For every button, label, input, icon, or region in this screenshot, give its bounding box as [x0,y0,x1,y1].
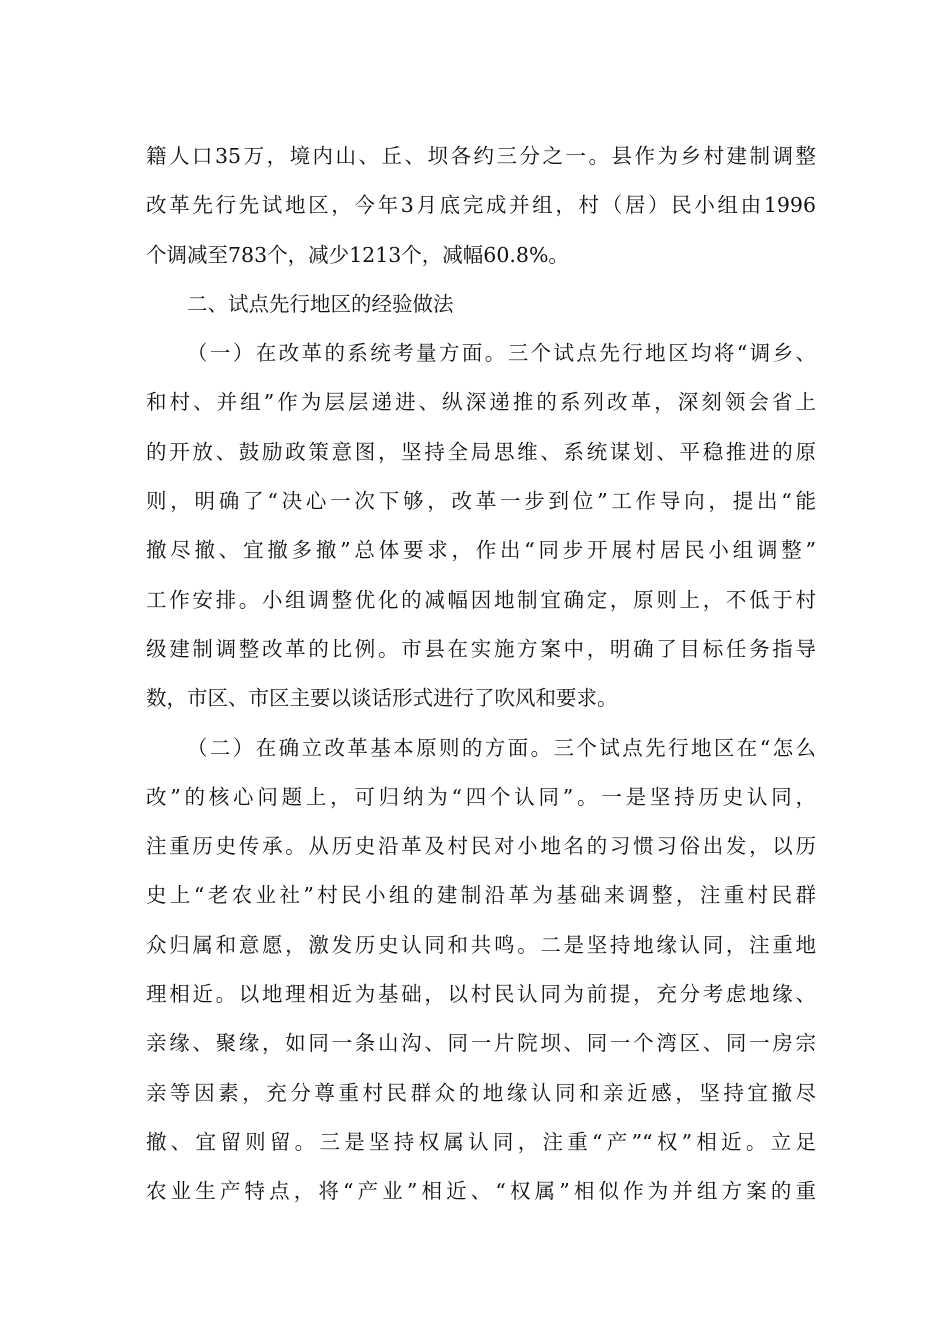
text-line: 改”的核心问题上，可归纳为“四个认同”。一是坚持历史认同， [146,784,816,809]
text-line: 改革先行先试地区，今年3月底完成并组，村（居）民小组由1996 [146,193,816,218]
text-line: 撤、宜留则留。三是坚持权属认同，注重“产”“权”相近。立足 [146,1129,816,1154]
text-line: 级建制调整改革的比例。市县在实施方案中，明确了目标任务指导 [146,636,816,661]
body-text [146,132,816,1217]
text-line: （一）在改革的系统考量方面。三个试点先行地区均将“调乡、 [187,341,816,366]
text-line: 的开放、鼓励政策意图，坚持全局思维、系统谋划、平稳推进的原 [146,439,816,464]
text-line: 撤尽撤、宜撤多撤”总体要求，作出“同步开展村居民小组调整” [146,538,816,563]
text-line: （二）在确立改革基本原则的方面。三个试点先行地区在“怎么 [187,735,816,760]
text-line: 个调减至783个，减少1213个，减幅60.8%。 [146,242,569,267]
text-line: 农业生产特点，将“产业”相近、“权属”相似作为并组方案的重 [146,1179,816,1204]
text-line: 众归属和意愿，激发历史认同和共鸣。二是坚持地缘认同，注重地 [146,932,816,957]
text-line: 注重历史传承。从历史沿革及村民对小地名的习惯习俗出发，以历 [146,834,816,859]
text-line: 史上“老农业社”村民小组的建制沿革为基础来调整，注重村民群 [146,883,816,908]
text-line: 和村、并组”作为层层递进、纵深递推的系列改革，深刻领会省上 [146,390,816,415]
text-line: 籍人口35万，境内山、丘、坝各约三分之一。县作为乡村建制调整 [146,144,816,168]
text-line: 亲等因素，充分尊重村民群众的地缘认同和亲近感，坚持宜撤尽 [146,1080,816,1105]
text-line: 则，明确了“决心一次下够，改革一步到位”工作导向，提出“能 [146,489,816,514]
text-line: 理相近。以地理相近为基础，以村民认同为前提，充分考虑地缘、 [146,982,816,1007]
text-line: 工作安排。小组调整优化的减幅因地制宜确定，原则上，不低于村 [146,587,816,612]
text-line: 数，市区、市区主要以谈话形式进行了吹风和要求。 [146,686,618,711]
text-line: 亲缘、聚缘，如同一条山沟、同一片院坝、同一个湾区、同一房宗 [146,1031,816,1056]
section-heading: 二、试点先行地区的经验做法 [187,291,454,316]
